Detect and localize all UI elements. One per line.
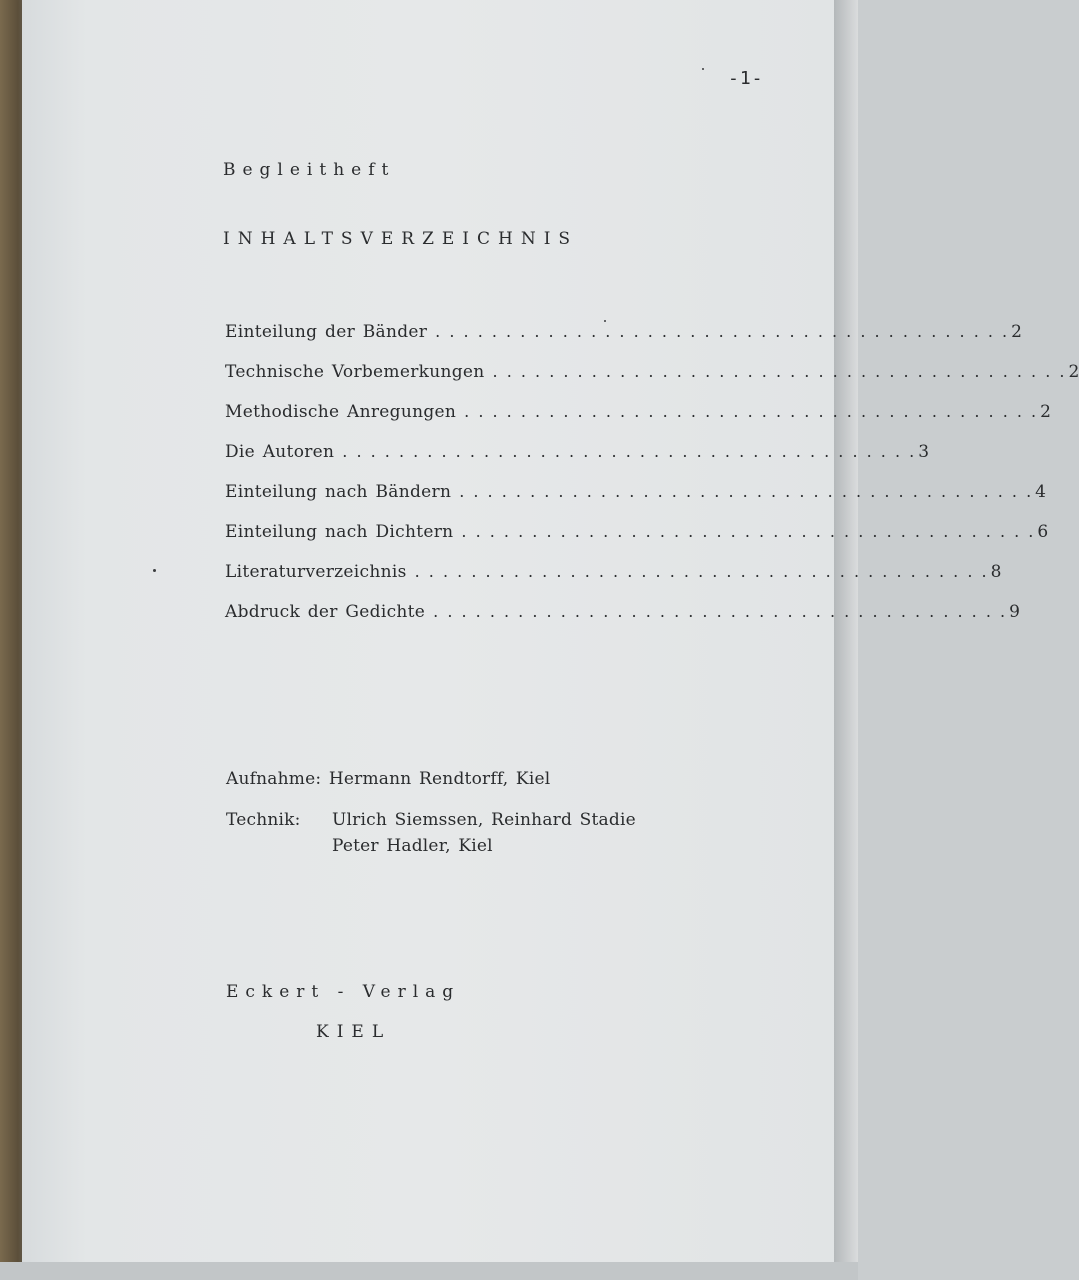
toc-entry [225, 442, 930, 482]
paper-speck [604, 320, 606, 322]
toc-leader-dots: . . . . . . . . . . . . . . . . . . . . . . . . . . . . . . . . . . . . . . . . . [492, 362, 1067, 381]
recording-value: Hermann Rendtorff, Kiel [328, 769, 551, 789]
paper-speck [153, 569, 156, 572]
paper-speck [702, 68, 704, 70]
toc-entry-label: Einteilung nach Dichtern [225, 522, 454, 542]
toc-leader-dots: . . . . . . . . . . . . . . . . . . . . . . . . . . . . . . . . . . . . . . . . . [461, 522, 1036, 541]
table-of-contents [225, 322, 1079, 642]
toc-leader-dots: . . . . . . . . . . . . . . . . . . . . . . . . . . . . . . . . . . . . . . . . . [433, 602, 1008, 621]
toc-entry-label: Literaturverzeichnis [225, 562, 407, 582]
toc-leader-dots: . . . . . . . . . . . . . . . . . . . . . . . . . . . . . . . . . . . . . . . . . [464, 402, 1039, 421]
page-edge [834, 0, 858, 1280]
toc-entry [225, 482, 1046, 522]
toc-entry [225, 362, 1079, 402]
toc-leader-dots: . . . . . . . . . . . . . . . . . . . . . . . . . . . . . . . . . . . . . . . . . [342, 442, 917, 461]
toc-entry [225, 402, 1051, 442]
recording-credit [226, 769, 550, 789]
page-bottom-edge [0, 1262, 858, 1280]
technique-label: Technik: [226, 810, 301, 830]
toc-entry-page: 2 [1011, 322, 1022, 342]
toc-leader-dots: . . . . . . . . . . . . . . . . . . . . . . . . . . . . . . . . . . . . . . . . . [435, 322, 1010, 341]
toc-entry [225, 562, 1002, 602]
toc-entry-page: 6 [1037, 522, 1049, 542]
toc-entry-label: Einteilung nach Bändern [225, 482, 452, 502]
toc-entry-page: 4 [1035, 482, 1046, 502]
toc-heading: INHALTSVERZEICHNIS [223, 229, 579, 249]
toc-entry-label: Methodische Anregungen [225, 402, 457, 422]
toc-leader-dots: . . . . . . . . . . . . . . . . . . . . . . . . . . . . . . . . . . . . . . . . . [414, 562, 989, 581]
toc-entry-page: 3 [918, 442, 930, 462]
toc-entry-label: Abdruck der Gedichte [225, 602, 426, 622]
toc-entry-page: 9 [1009, 602, 1020, 622]
toc-leader-dots: . . . . . . . . . . . . . . . . . . . . . . . . . . . . . . . . . . . . . . . . . [459, 482, 1034, 501]
toc-entry-label: Einteilung der Bänder [225, 322, 428, 342]
recording-label: Aufnahme: [226, 769, 322, 789]
publisher-city: KIEL [316, 1022, 392, 1042]
toc-entry-page: 2 [1068, 362, 1079, 382]
toc-entry [225, 522, 1049, 562]
technique-line-1: Ulrich Siemssen, Reinhard Stadie [332, 810, 636, 830]
toc-entry-page: 2 [1040, 402, 1051, 422]
page-number: -1- [728, 68, 764, 89]
technique-line-2: Peter Hadler, Kiel [332, 836, 493, 856]
toc-entry-page: 8 [990, 562, 1002, 582]
toc-entry-label: Technische Vorbemerkungen [225, 362, 485, 382]
toc-entry-label: Die Autoren [225, 442, 335, 462]
booklet-title: Begleitheft [223, 160, 396, 180]
toc-entry [225, 322, 1022, 362]
publisher-name: Eckert - Verlag [226, 982, 461, 1002]
toc-entry [225, 602, 1020, 642]
